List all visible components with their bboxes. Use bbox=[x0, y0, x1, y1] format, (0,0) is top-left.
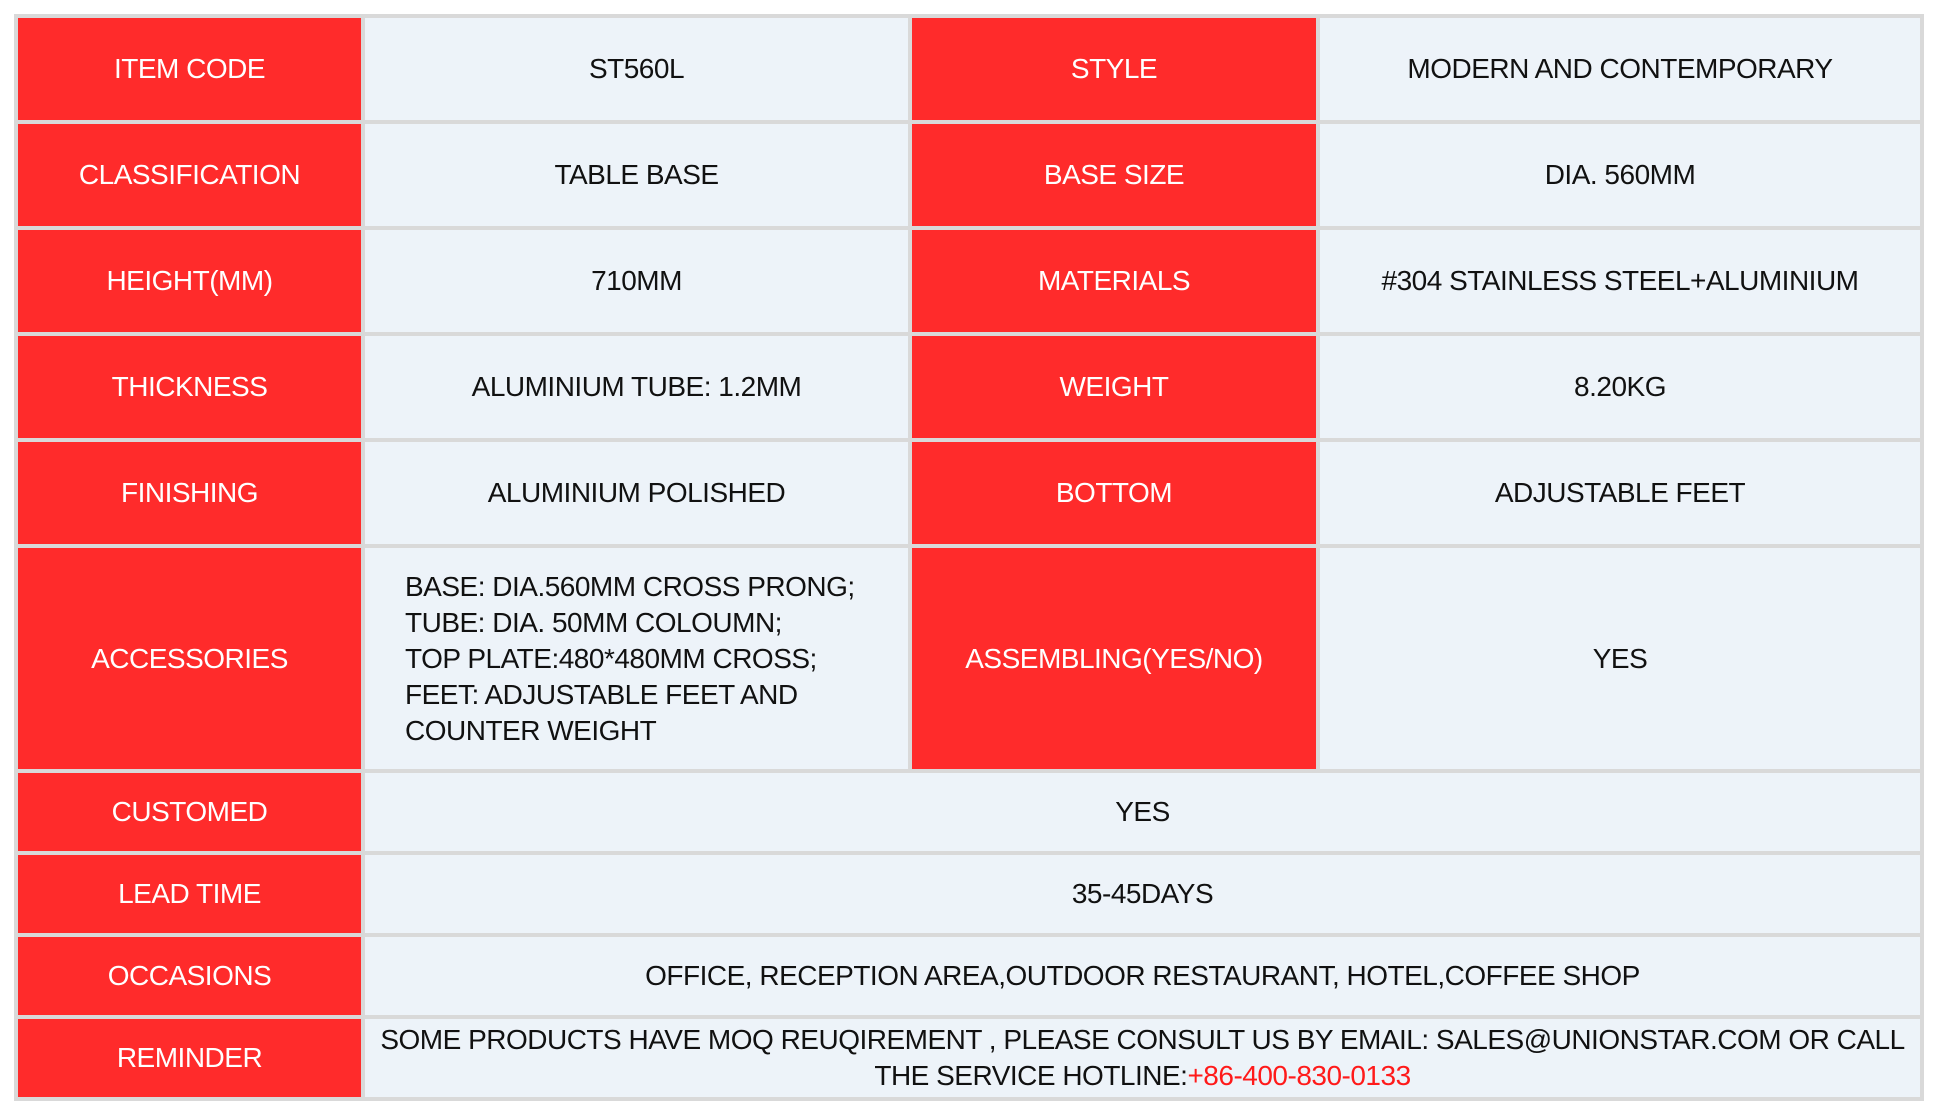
item-code-label: ITEM CODE bbox=[16, 16, 363, 122]
classification-value: TABLE BASE bbox=[363, 122, 910, 228]
weight-label: WEIGHT bbox=[910, 334, 1318, 440]
base-size-label: BASE SIZE bbox=[910, 122, 1318, 228]
bottom-label: BOTTOM bbox=[910, 440, 1318, 546]
accessories-line: COUNTER WEIGHT bbox=[405, 714, 657, 746]
base-size-value: DIA. 560MM bbox=[1318, 122, 1922, 228]
spec-row-occasions bbox=[16, 935, 1922, 1017]
materials-label: MATERIALS bbox=[910, 228, 1318, 334]
customed-value: YES bbox=[363, 771, 1922, 853]
finishing-value: ALUMINIUM POLISHED bbox=[363, 440, 910, 546]
spec-row-classification bbox=[16, 122, 1922, 228]
item-code-value: ST560L bbox=[363, 16, 910, 122]
occasions-label: OCCASIONS bbox=[16, 935, 363, 1017]
spec-row-lead-time bbox=[16, 853, 1922, 935]
finishing-label: FINISHING bbox=[16, 440, 363, 546]
accessories-value bbox=[363, 546, 910, 770]
materials-value: #304 STAINLESS STEEL+ALUMINIUM bbox=[1318, 228, 1922, 334]
height-value: 710MM bbox=[363, 228, 910, 334]
accessories-label: ACCESSORIES bbox=[16, 546, 363, 770]
lead-time-label: LEAD TIME bbox=[16, 853, 363, 935]
lead-time-value: 35-45DAYS bbox=[363, 853, 1922, 935]
spec-row-reminder bbox=[16, 1017, 1922, 1099]
accessories-line: TOP PLATE:480*480MM CROSS; bbox=[405, 642, 817, 674]
thickness-value: ALUMINIUM TUBE: 1.2MM bbox=[363, 334, 910, 440]
reminder-value bbox=[363, 1017, 1922, 1099]
spec-row-finishing bbox=[16, 440, 1922, 546]
reminder-label: REMINDER bbox=[16, 1017, 363, 1099]
assembling-value: YES bbox=[1318, 546, 1922, 770]
accessories-line: TUBE: DIA. 50MM COLOUMN; bbox=[405, 606, 782, 638]
style-label: STYLE bbox=[910, 16, 1318, 122]
spec-row-thickness bbox=[16, 334, 1922, 440]
bottom-value: ADJUSTABLE FEET bbox=[1318, 440, 1922, 546]
height-label: HEIGHT(MM) bbox=[16, 228, 363, 334]
reminder-hotline-prefix: THE SERVICE HOTLINE: bbox=[874, 1059, 1188, 1091]
spec-row-item-code bbox=[16, 16, 1922, 122]
hotline-number[interactable]: +86-400-830-0133 bbox=[1187, 1059, 1411, 1091]
classification-label: CLASSIFICATION bbox=[16, 122, 363, 228]
assembling-label: ASSEMBLING(YES/NO) bbox=[910, 546, 1318, 770]
style-value: MODERN AND CONTEMPORARY bbox=[1318, 16, 1922, 122]
thickness-label: THICKNESS bbox=[16, 334, 363, 440]
customed-label: CUSTOMED bbox=[16, 771, 363, 853]
accessories-line: FEET: ADJUSTABLE FEET AND bbox=[405, 678, 798, 710]
occasions-value: OFFICE, RECEPTION AREA,OUTDOOR RESTAURANT, HOTEL,COFFEE SHOP bbox=[363, 935, 1922, 1017]
product-spec-table bbox=[14, 14, 1924, 1101]
reminder-text: SOME PRODUCTS HAVE MOQ REUQIREMENT , PLEASE CONSULT US BY EMAIL: SALES@UNIONSTAR.COM OR CALL bbox=[380, 1023, 1905, 1055]
spec-row-customed bbox=[16, 771, 1922, 853]
accessories-line: BASE: DIA.560MM CROSS PRONG; bbox=[405, 570, 855, 602]
spec-row-height bbox=[16, 228, 1922, 334]
spec-row-accessories bbox=[16, 546, 1922, 770]
weight-value: 8.20KG bbox=[1318, 334, 1922, 440]
